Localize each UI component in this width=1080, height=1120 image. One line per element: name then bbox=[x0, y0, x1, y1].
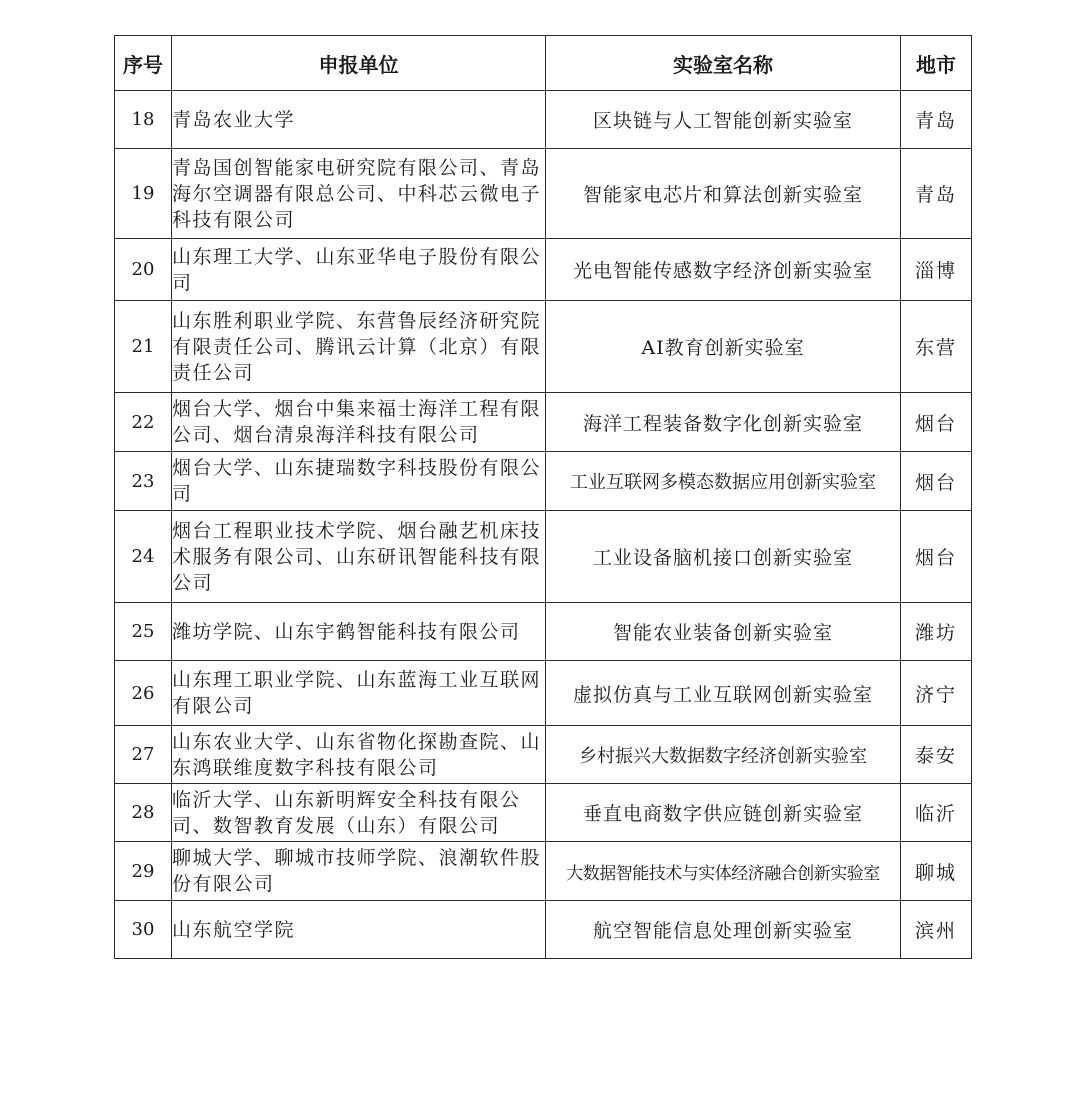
row-unit: 烟台大学、山东捷瑞数字科技股份有限公司 bbox=[172, 452, 546, 511]
row-num: 29 bbox=[115, 842, 172, 901]
row-lab: 海洋工程装备数字化创新实验室 bbox=[546, 393, 901, 452]
table-row bbox=[115, 842, 972, 901]
row-unit: 临沂大学、山东新明辉安全科技有限公司、数智教育发展（山东）有限公司 bbox=[172, 784, 546, 842]
row-city: 济宁 bbox=[901, 661, 972, 726]
table-row bbox=[115, 393, 972, 452]
row-lab: AI教育创新实验室 bbox=[546, 301, 901, 393]
row-lab: 航空智能信息处理创新实验室 bbox=[546, 901, 901, 959]
row-unit: 山东理工大学、山东亚华电子股份有限公司 bbox=[172, 239, 546, 301]
row-unit: 山东胜利职业学院、东营鲁辰经济研究院有限责任公司、腾讯云计算（北京）有限责任公司 bbox=[172, 301, 546, 393]
row-unit: 烟台大学、烟台中集来福士海洋工程有限公司、烟台清泉海洋科技有限公司 bbox=[172, 393, 546, 452]
table-row bbox=[115, 603, 972, 661]
row-city: 东营 bbox=[901, 301, 972, 393]
row-unit: 青岛国创智能家电研究院有限公司、青岛海尔空调器有限总公司、中科芯云微电子科技有限公司 bbox=[172, 149, 546, 239]
row-city: 青岛 bbox=[901, 149, 972, 239]
row-num: 22 bbox=[115, 393, 172, 452]
header-unit: 申报单位 bbox=[172, 36, 546, 91]
row-num: 27 bbox=[115, 726, 172, 784]
row-city: 聊城 bbox=[901, 842, 972, 901]
row-city: 烟台 bbox=[901, 393, 972, 452]
row-num: 30 bbox=[115, 901, 172, 959]
table-row bbox=[115, 511, 972, 603]
row-city: 烟台 bbox=[901, 452, 972, 511]
table-row bbox=[115, 239, 972, 301]
row-unit: 山东航空学院 bbox=[172, 901, 546, 959]
table-header-row bbox=[115, 36, 972, 91]
row-lab: 垂直电商数字供应链创新实验室 bbox=[546, 784, 901, 842]
row-lab: 大数据智能技术与实体经济融合创新实验室 bbox=[546, 842, 901, 901]
table-row bbox=[115, 149, 972, 239]
table-row bbox=[115, 452, 972, 511]
header-city: 地市 bbox=[901, 36, 972, 91]
row-lab: 工业互联网多模态数据应用创新实验室 bbox=[546, 452, 901, 511]
header-lab: 实验室名称 bbox=[546, 36, 901, 91]
table-row bbox=[115, 301, 972, 393]
table-row bbox=[115, 784, 972, 842]
row-unit: 潍坊学院、山东宇鹤智能科技有限公司 bbox=[172, 603, 546, 661]
header-num: 序号 bbox=[115, 36, 172, 91]
row-city: 烟台 bbox=[901, 511, 972, 603]
row-city: 潍坊 bbox=[901, 603, 972, 661]
row-num: 20 bbox=[115, 239, 172, 301]
row-city: 泰安 bbox=[901, 726, 972, 784]
row-unit: 聊城大学、聊城市技师学院、浪潮软件股份有限公司 bbox=[172, 842, 546, 901]
row-num: 23 bbox=[115, 452, 172, 511]
table-row bbox=[115, 91, 972, 149]
row-lab: 区块链与人工智能创新实验室 bbox=[546, 91, 901, 149]
row-unit: 山东农业大学、山东省物化探勘查院、山东鸿联维度数字科技有限公司 bbox=[172, 726, 546, 784]
row-num: 28 bbox=[115, 784, 172, 842]
table-row bbox=[115, 661, 972, 726]
row-lab: 光电智能传感数字经济创新实验室 bbox=[546, 239, 901, 301]
row-city: 淄博 bbox=[901, 239, 972, 301]
row-unit: 青岛农业大学 bbox=[172, 91, 546, 149]
row-num: 26 bbox=[115, 661, 172, 726]
row-city: 临沂 bbox=[901, 784, 972, 842]
row-num: 24 bbox=[115, 511, 172, 603]
row-num: 19 bbox=[115, 149, 172, 239]
row-num: 18 bbox=[115, 91, 172, 149]
table-row bbox=[115, 726, 972, 784]
row-lab: 智能农业装备创新实验室 bbox=[546, 603, 901, 661]
row-unit: 烟台工程职业技术学院、烟台融艺机床技术服务有限公司、山东研讯智能科技有限公司 bbox=[172, 511, 546, 603]
row-lab: 乡村振兴大数据数字经济创新实验室 bbox=[546, 726, 901, 784]
row-num: 21 bbox=[115, 301, 172, 393]
row-lab: 虚拟仿真与工业互联网创新实验室 bbox=[546, 661, 901, 726]
innovation-lab-table bbox=[114, 35, 972, 959]
row-city: 青岛 bbox=[901, 91, 972, 149]
row-unit: 山东理工职业学院、山东蓝海工业互联网有限公司 bbox=[172, 661, 546, 726]
table-row bbox=[115, 901, 972, 959]
row-city: 滨州 bbox=[901, 901, 972, 959]
row-num: 25 bbox=[115, 603, 172, 661]
row-lab: 工业设备脑机接口创新实验室 bbox=[546, 511, 901, 603]
row-lab: 智能家电芯片和算法创新实验室 bbox=[546, 149, 901, 239]
